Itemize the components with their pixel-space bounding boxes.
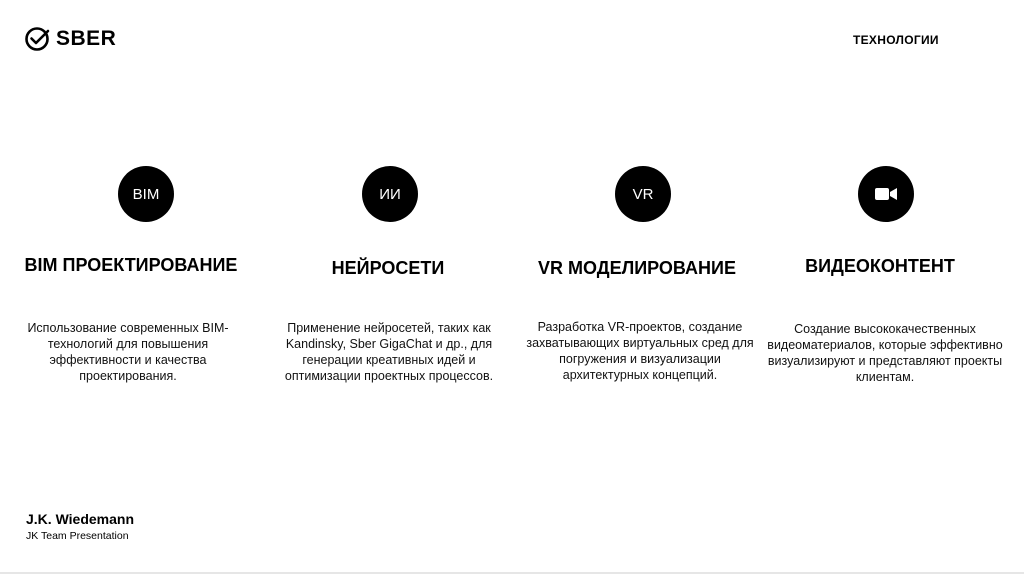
author-name: J.K. Wiedemann [26, 511, 135, 527]
feature-title: ВИДЕОКОНТЕНТ [805, 256, 955, 276]
video-camera-badge [858, 166, 914, 222]
feature-title: VR МОДЕЛИРОВАНИЕ [538, 258, 736, 278]
author-block [26, 511, 134, 542]
feature-description: Создание высококачественных видеоматериалов, которые эффективно визуализируют и представляют проекты клиентам. [767, 322, 1003, 384]
feature-title: НЕЙРОСЕТИ [331, 258, 445, 278]
ai-badge-icon [362, 166, 418, 222]
badge-label: ИИ [379, 185, 401, 203]
sber-check-logo-icon [24, 26, 50, 52]
feature-description: Разработка VR-проектов, создание захватывающих виртуальных сред для погружения и визуализации архитектурных концепций. [526, 320, 754, 382]
badge-label: VR [632, 185, 654, 203]
bim-badge-icon [118, 166, 174, 222]
feature-title: BIM ПРОЕКТИРОВАНИЕ [24, 255, 238, 275]
logo-text: SBER [56, 27, 117, 50]
sber-logo [24, 26, 116, 52]
feature-description: Использование современных BIM-технологий для повышения эффективности и качества проектирования. [27, 321, 229, 383]
badge-label: BIM [132, 185, 160, 203]
vr-badge-icon [615, 166, 671, 222]
presentation-subtitle: JK Team Presentation [26, 530, 129, 542]
section-title: ТЕХНОЛОГИИ [853, 33, 939, 47]
video-camera-icon [875, 187, 897, 201]
feature-description: Применение нейросетей, таких как Kandinsky, Sber GigaChat и др., для генерации креативных идей и оптимизации проектных процессов. [284, 321, 494, 383]
